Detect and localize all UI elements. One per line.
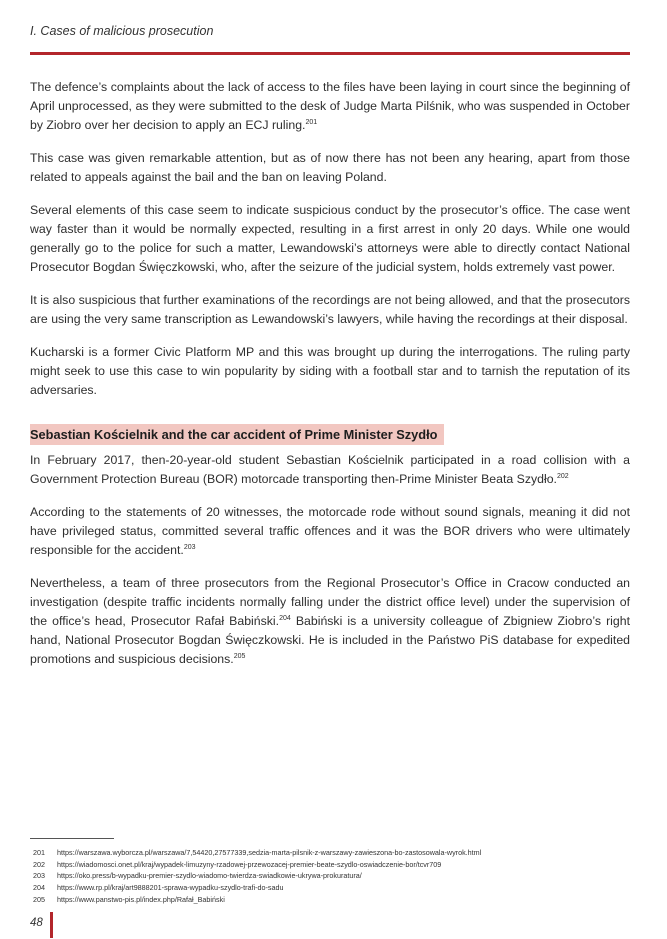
footnote-ref[interactable]: 204 — [279, 614, 291, 622]
paragraph: Kucharski is a former Civic Platform MP and this was brought up during the interrogations. The ruling party might seek to use this case to win popularity by siding with a football star and to tarnish the reputation of its adversaries. — [30, 345, 630, 397]
footnote-link[interactable]: https://oko.press/b-wypadku-premier-szydlo-wiadomo-twierdza-swiadkowie-ukrywa-prokuratura/ — [57, 871, 362, 881]
paragraph: Nevertheless, a team of three prosecutors from the Regional Prosecutor’s Office in Cracow conducted an investigation (despite traffic incidents normally falling under the district office level) under the supervision of the office’s head, Prosecutor Rafał Babiński.$^{204}$ Babiński is a university colleague of Zbigniew Ziobro’s right hand, National Prosecutor Bogdan Święczkowski. He is included in the Państwo PiS database for expedited promotions and suspicious decisions.$^{205}$ — [30, 576, 631, 666]
footnote-link[interactable]: https://warszawa.wyborcza.pl/warszawa/7,54420,27577339,sedzia-marta-pilsnik-z-warszawy-zawieszona-bo-zastosowala-wyrok.html — [57, 848, 482, 857]
footnote: 203 https://oko.press/b-wypadku-premier-szydlo-wiadomo-twierdza-swiadkowie-ukrywa-prokuratura/ — [33, 871, 362, 881]
footnote-link[interactable]: https://wiadomosci.onet.pl/kraj/wypadek-limuzyny-rzadowej-przewozacej-premier-beate-szydlo-oswiadczenie-bor/tcvr709 — [57, 859, 442, 869]
running-head-title: I. Cases of malicious prosecution — [30, 24, 214, 38]
footnote: 205 https://www.panstwo-pis.pl/index.php/Rafał_Babiński — [33, 894, 225, 904]
paragraph: The defence’s complaints about the lack of access to the files have been laying in court since the beginning of April unprocessed, as they were submitted to the desk of Judge Marta Pilśnik, who was suspended in October by Ziobro over her decision to apply an ECJ ruling.$^{201}$ — [30, 80, 630, 132]
main-content — [30, 78, 630, 683]
section-heading: Sebastian Kościelnik and the car accident of Prime Minister Szydło — [30, 424, 444, 445]
footnote: 204 https://www.rp.pl/kraj/art9888201-sprawa-wypadku-szydlo-trafi-do-sadu — [33, 883, 284, 893]
footnote-link[interactable]: https://www.rp.pl/kraj/art9888201-sprawa-wypadku-szydlo-trafi-do-sadu — [57, 883, 284, 893]
paragraph: In February 2017, then-20-year-old student Sebastian Kościelnik participated in a road collision with a Government Protection Bureau (BOR) motorcade transporting then-Prime Minister Beata Szydło.$^{202}$ — [30, 453, 630, 486]
paragraph: It is also suspicious that further examinations of the recordings are not being allowed, and that the prosecutors are using the very same transcription as Lewandowski’s lawyers, while having the recordings at their disposal. — [30, 293, 630, 326]
page-number-bar — [50, 912, 53, 938]
header-rule — [30, 52, 630, 55]
page-number: 48 — [30, 917, 43, 929]
paragraph: This case was given remarkable attention, but as of now there has not been any hearing, apart from those related to appeals against the bail and the ban on leaving Poland. — [30, 151, 630, 184]
paragraph: Several elements of this case seem to indicate suspicious conduct by the prosecutor’s office. The case went way faster than it would be normally expected, resulting in a first arrest in only 20 days. While one would generally go to the police for such a matter, Lewandowski’s attorneys were able to directly contact National Prosecutor Bogdan Święczkowski, who, after the seizure of the judicial system, holds extremely vast power. — [30, 203, 630, 274]
footnote-rule — [30, 838, 114, 839]
footnote: 202 https://wiadomosci.onet.pl/kraj/wypadek-limuzyny-rzadowej-przewozacej-premier-beate-szydlo-oswiadczenie-bor/tcvr709 — [33, 859, 442, 869]
footnote-ref[interactable]: 203 — [183, 543, 196, 551]
footnotes — [33, 847, 633, 906]
paragraph: According to the statements of 20 witnesses, the motorcade rode without sound signals, meaning it did not have privileged status, committed several traffic offences and it was the BOR drivers who were ultimately responsible for the accident.$^{203}$ — [30, 505, 630, 557]
footnote-ref[interactable]: 205 — [233, 652, 246, 660]
footnote-link[interactable]: https://www.panstwo-pis.pl/index.php/Rafał_Babiński — [57, 894, 225, 904]
footnote-ref[interactable]: 202 — [556, 472, 569, 480]
footnote-ref[interactable]: 201 — [305, 118, 318, 126]
footnote: 201 https://warszawa.wyborcza.pl/warszawa/7,54420,27577339,sedzia-marta-pilsnik-z-warszawy-zawieszona-bo-zastosowala-wyrok.html — [33, 848, 482, 857]
